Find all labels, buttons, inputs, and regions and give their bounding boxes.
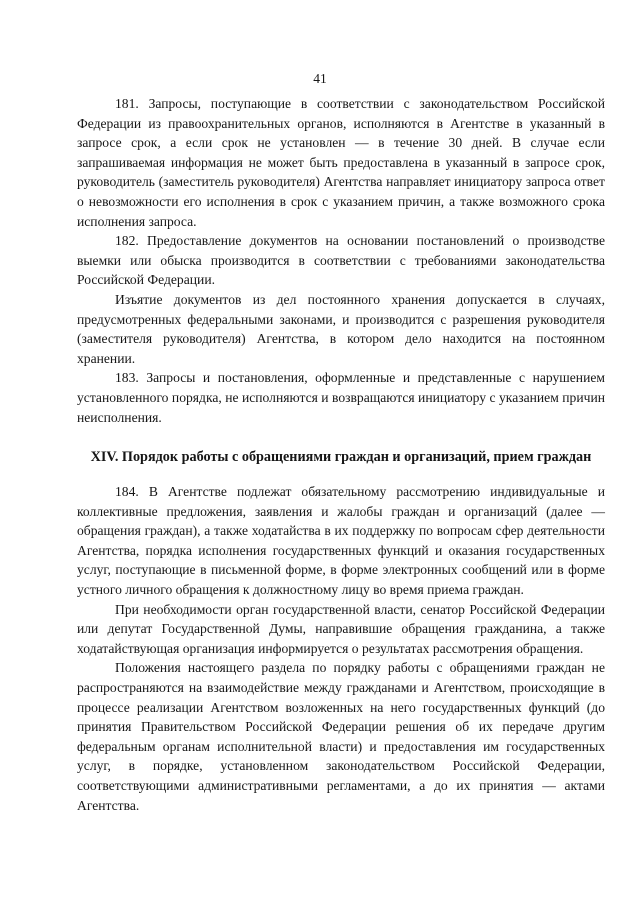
section-heading: XIV. Порядок работы с обращениями граждан и организаций, прием граждан <box>90 449 592 466</box>
paragraph-184: 184. В Агентстве подлежат обязательному рассмотрению индивидуальные и коллективные предложения, заявления и жалобы граждан и организаций (далее — обращения граждан), а также ходатайства в их поддержку по вопросам сфер деятельности Агентства, порядка исполнения государственных функций и оказания государственных услуг, поступающие в письменной форме, в форме электронных сообщений или в форме устного личного обращения к должностному лицу во время приема граждан. <box>77 484 605 598</box>
paragraph-informing: При необходимости орган государственной власти, сенатор Российской Федерации или депутат Государственной Думы, направившие обращения гражданина, а также ходатайствующая организация информируется о результатах рассмотрения обращения. <box>77 601 605 656</box>
paragraph-183: 183. Запросы и постановления, оформленные и представленные с нарушением установленного порядка, не исполняются и возвращаются инициатору с указанием причин неисполнения. <box>77 370 605 425</box>
paragraph-182: 182. Предоставление документов на основании постановлений о производстве выемки или обыска производится в соответствии с требованиями законодательства Российской Федерации. <box>77 233 605 288</box>
paragraph-document-seizure: Изъятие документов из дел постоянного хранения допускается в случаях, предусмотренных федеральными законами, и производится с разрешения руководителя (заместителя руководителя) Агентства, в котором дело находится на постоянном хранении. <box>77 291 605 366</box>
page-number: 41 <box>313 71 327 86</box>
document-body <box>77 94 605 815</box>
paragraph-181: 181. Запросы, поступающие в соответствии с законодательством Российской Федерации из правоохранительных органов, исполняются в Агентстве в указанный в запросе срок, а если срок не установлен — в течение 30 дней. В случае если запрашиваемая информация не может быть предоставлена в указанный в запросе срок, руководитель (заместитель руководителя) Агентства направляет инициатору запроса ответ о невозможности его исполнения в срок с указанием причин, а также возможного срока исполнения запроса. <box>77 96 605 229</box>
paragraph-provisions: Положения настоящего раздела по порядку работы с обращениями граждан не распространяются на взаимодействие между гражданами и Агентством, происходящие в процессе реализации Агентством возложенных на него государственных функций (до принятия Правительством Российской Федерации решения об их передаче другим федеральным органам исполнительной власти) и предоставления им государственных услуг, в порядке, установленном законодательством Российской Федерации, соответствующими административными регламентами, а до их принятия — актами Агентства. <box>77 660 605 813</box>
